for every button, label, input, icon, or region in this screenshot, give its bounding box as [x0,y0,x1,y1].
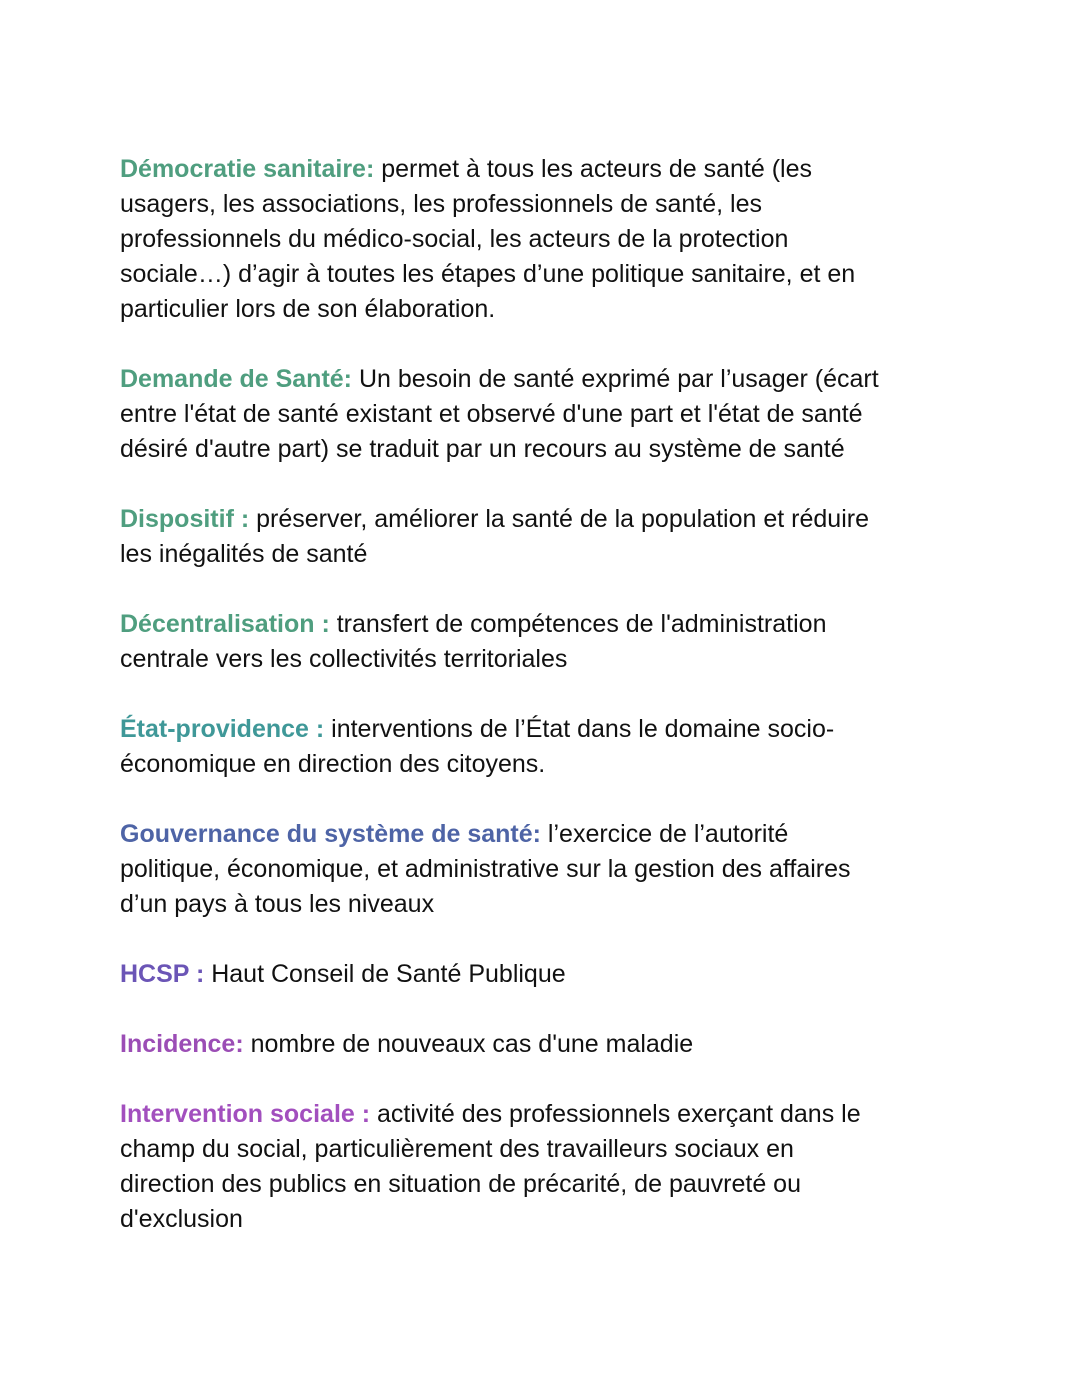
glossary-entry-dispositif [120,502,880,572]
glossary-definition: nombre de nouveaux cas d'une maladie [243,1030,694,1058]
glossary-entry-gouvernance [120,817,880,922]
glossary-entry-intervention-sociale [120,1097,880,1237]
glossary-entry-hcsp [120,957,880,992]
glossary-definition: Un besoin de santé exprimé par l’usager (écart entre l'état de santé existant et observé d'une part et l'état de santé désiré d'autre part) se traduit par un recours au système de santé [120,365,879,463]
glossary-definition: permet à tous les acteurs de santé (les usagers, les associations, les professionnels de santé, les professionnels du médico-social, les acteurs de la protection sociale…) d’agir à toutes les étapes d’une politique sanitaire, et en particulier lors de son élaboration. [120,155,856,323]
glossary-term: Intervention sociale : [120,1100,371,1128]
glossary-definition: interventions de l’État dans le domaine socio-économique en direction des citoyens. [120,715,835,778]
glossary-term: Dispositif : [120,505,250,533]
glossary-page [120,152,880,1272]
glossary-term: État-providence : [120,715,325,743]
glossary-entry-democratie-sanitaire [120,152,880,327]
glossary-entry-incidence [120,1027,880,1062]
glossary-entry-etat-providence [120,712,880,782]
glossary-term: Gouvernance du système de santé: [120,820,541,848]
glossary-definition: activité des professionnels exerçant dans le champ du social, particulièrement des travailleurs sociaux en direction des publics en situation de précarité, de pauvreté ou d'exclusion [120,1100,861,1233]
glossary-term: Décentralisation : [120,610,330,638]
glossary-term: Incidence: [120,1030,244,1058]
glossary-term: HCSP : [120,960,205,988]
glossary-term: Demande de Santé: [120,365,353,393]
glossary-entry-decentralisation [120,607,880,677]
glossary-definition: l’exercice de l’autorité politique, économique, et administrative sur la gestion des affaires d’un pays à tous les niveaux [120,820,851,918]
glossary-definition: Haut Conseil de Santé Publique [204,960,566,988]
glossary-term: Démocratie sanitaire: [120,155,375,183]
glossary-entry-demande-de-sante [120,362,880,467]
glossary-definition: préserver, améliorer la santé de la population et réduire les inégalités de santé [120,505,869,568]
glossary-definition: transfert de compétences de l'administration centrale vers les collectivités territoriales [120,610,827,673]
